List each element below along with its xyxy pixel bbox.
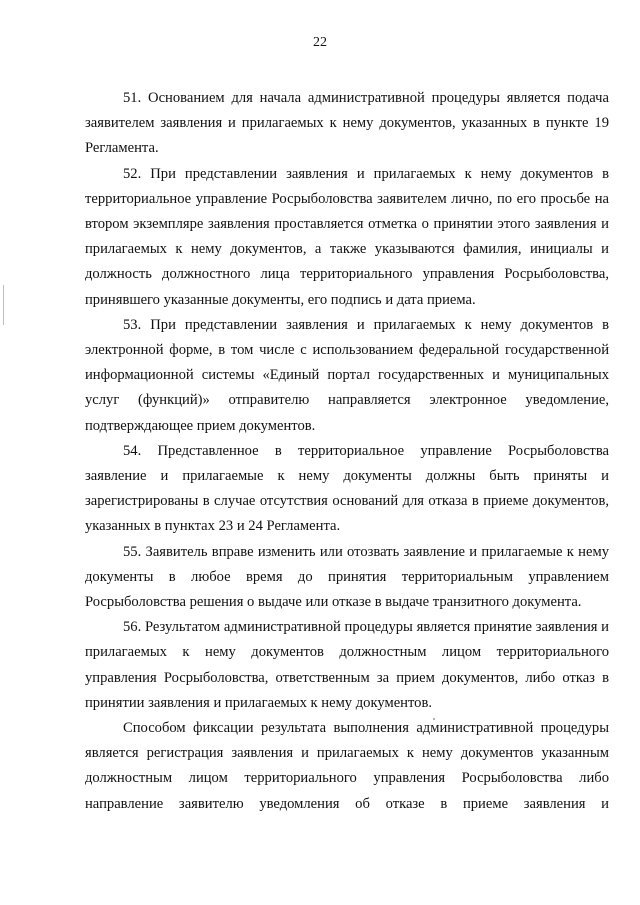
page-number: 22 (313, 35, 327, 50)
paragraph-53: 53. При представлении заявления и прилагаемых к нему документов в электронной форме, в том числе с использованием федеральной государственной информационной системы «Единый портал государственных и муниципальных услуг (функций)» отправителю направляется электронное уведомление, подтверждающее прием документов. (85, 316, 609, 434)
paragraph-55: 55. Заявитель вправе изменить или отозвать заявление и прилагаемые к нему документы в любое время до принятия территориальным управлением Росрыболовства решения о выдаче или отказе в выдаче транзитного документа. (85, 543, 609, 611)
paragraph-fixation-method: Способом фиксации результата выполнения административной процедуры является регистрация заявления и прилагаемых к нему документов указанным должностным лицом территориального управления Росрыболовства либо направление заявителю уведомления об отказе в приеме заявления и (85, 720, 609, 812)
paragraph-52: 52. При представлении заявления и прилагаемых к нему документов в территориальное управление Росрыболовства заявителем лично, по его просьбе на втором экземпляре заявления проставляется отметка о принятии этого заявления и прилагаемых к нему документов, а также указываются фамилия, инициалы и должность должностного лица территориального управления Росрыболовства, принявшего указанные документы, его подпись и дата приема. (85, 165, 609, 308)
paragraph-54: 54. Представленное в территориальное управление Росрыболовства заявление и прилагаемые к нему документы должны быть приняты и зарегистрированы в случае отсутствия оснований для отказа в приеме документов, указанных в пунктах 23 и 24 Регламента. (85, 442, 609, 535)
paragraph-51: 51. Основанием для начала административной процедуры является подача заявителем заявления и прилагаемых к нему документов, указанных в пункте 19 Регламента. (85, 90, 609, 157)
scan-edge-mark (3, 285, 4, 325)
document-body (85, 86, 609, 817)
paragraph-56: 56. Результатом административной процедуры является принятие заявления и прилагаемых к нему документов должностным лицом территориального управления Росрыболовства, ответственным за прием документов, либо отказ в принятии заявления и прилагаемых к нему документов. (85, 619, 609, 711)
